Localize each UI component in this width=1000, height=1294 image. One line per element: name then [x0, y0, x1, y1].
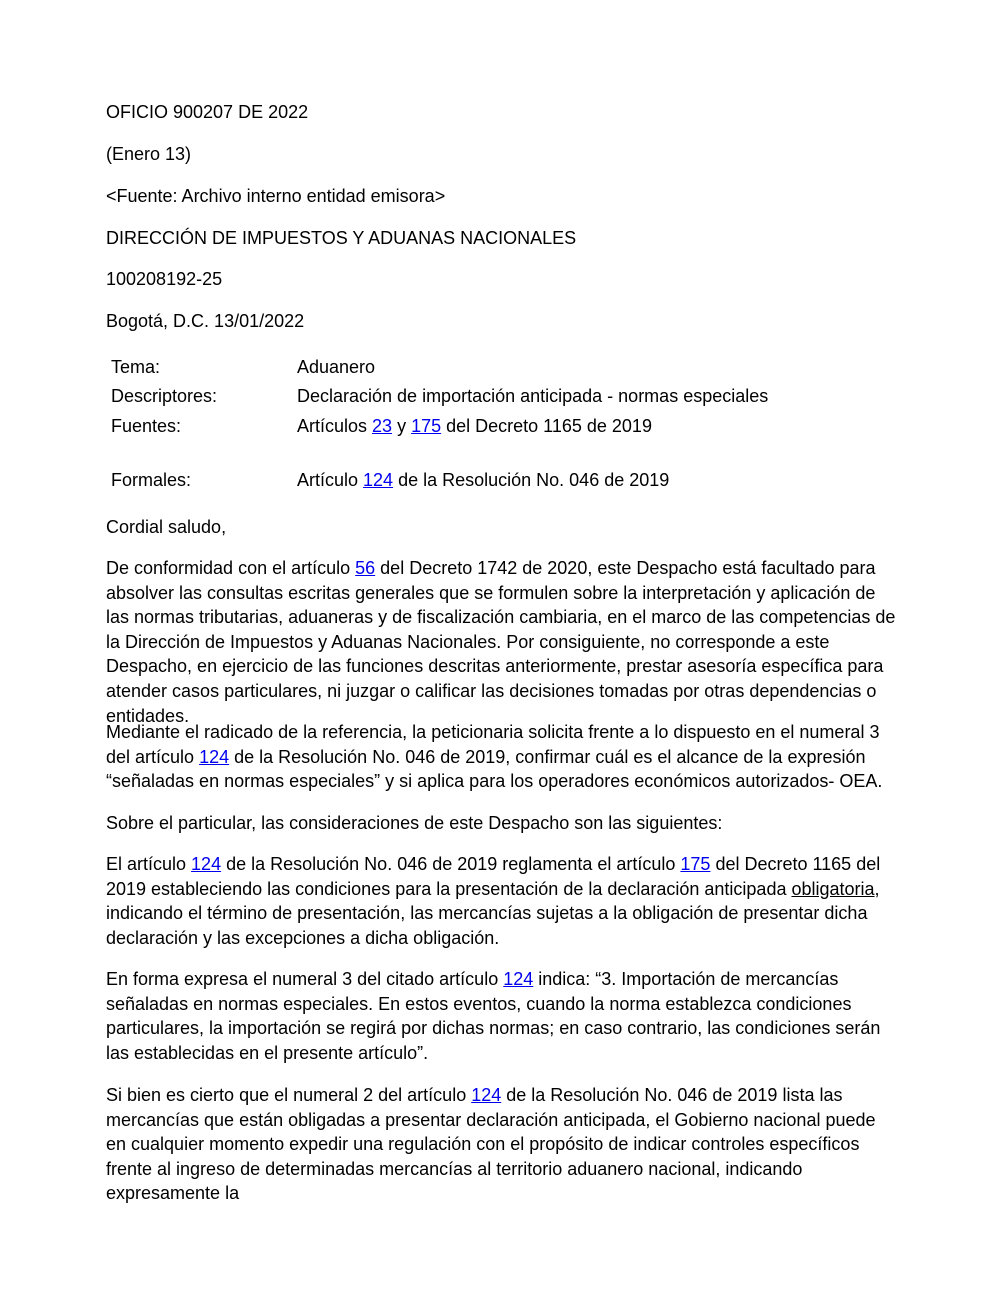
p4-text-pre: El artículo: [106, 854, 192, 874]
document-source: <Fuente: Archivo interno entidad emisora>: [106, 186, 446, 206]
article-124-link[interactable]: 124: [191, 854, 222, 874]
article-124-link[interactable]: 124: [363, 470, 394, 490]
p1-text-pre: De conformidad con el artículo: [106, 558, 356, 578]
article-124-link[interactable]: 124: [471, 1085, 502, 1105]
place-date: Bogotá, D.C. 13/01/2022: [106, 311, 305, 331]
paragraph-4: [106, 852, 896, 950]
p4-text-post: , indicando el término de presentación, las mercancías sujetas a la obligación de presentar dicha declaración y las excepciones a dicha obligación.: [106, 878, 880, 948]
p2-text-pre: Mediante el radicado de la referencia, la peticionaria solicita frente a lo dispuesto en el numeral 3 del artículo: [106, 722, 880, 767]
issuing-entity: DIRECCIÓN DE IMPUESTOS Y ADUANAS NACIONALES: [106, 228, 577, 248]
paragraph-1: [106, 556, 896, 728]
formales-label: Formales:: [111, 470, 192, 490]
p5-text-post: indica: “3. Importación de mercancías señaladas en normas especiales. En estos eventos, cuando la norma establezca condiciones particulares, la importación se regirá por dichas normas; en caso contrario, las condiciones serán las establecidas en el presente artículo”.: [106, 969, 881, 1063]
article-175-link[interactable]: 175: [411, 416, 442, 436]
reference-number: 100208192-25: [106, 269, 223, 289]
underlined-term: obligatoria: [791, 878, 875, 899]
fuentes-text-mid: y: [392, 416, 412, 436]
p5-text-pre: En forma expresa el numeral 3 del citado artículo: [106, 969, 504, 989]
fuentes-text-pre: Artículos: [297, 416, 373, 436]
document-date: (Enero 13): [106, 144, 192, 164]
p6-text-pre: Si bien es cierto que el numeral 2 del artículo: [106, 1085, 472, 1105]
fuentes-label: Fuentes:: [111, 416, 182, 436]
document-title: OFICIO 900207 DE 2022: [106, 102, 309, 122]
article-56-link[interactable]: 56: [355, 558, 376, 578]
fuentes-text-post: del Decreto 1165 de 2019: [441, 416, 652, 436]
article-124-link[interactable]: 124: [199, 746, 230, 767]
paragraph-2: [106, 720, 896, 794]
p6-text-post: de la Resolución No. 046 de 2019 lista las mercancías que están obligadas a presentar declaración anticipada, el Gobierno nacional puede en cualquier momento expedir una regulación con el propósito de indicar controles específicos frente al ingreso de determinadas mercancías al territorio aduanero nacional, indicando expresamente la: [106, 1085, 876, 1204]
paragraph-3: Sobre el particular, las consideraciones de este Despacho son las siguientes:: [106, 813, 723, 833]
p4-text-mid2: del Decreto 1165 del 2019 estableciendo las condiciones para la presentación de la declaración anticipada: [106, 854, 881, 899]
p1-text-post: del Decreto 1742 de 2020, este Despacho está facultado para absolver las consultas escritas generales que se formulen sobre la interpretación y aplicación de las normas tributarias, aduaneras y de fiscalización cambiaria, en el marco de las competencias de la Dirección de Impuestos y Aduanas Nacionales. Por consiguiente, no corresponde a este Despacho, en ejercicio de las funciones descritas anteriormente, prestar asesoría específica para atender casos particulares, ni juzgar o calificar las decisiones tomadas por otras dependencias o entidades.: [106, 558, 896, 726]
fuentes-value: [297, 415, 652, 437]
descriptores-label: Descriptores:: [111, 386, 218, 406]
article-175-link[interactable]: 175: [680, 854, 711, 874]
p2-text-post: de la Resolución No. 046 de 2019, confirmar cuál es el alcance de la expresión “señaladas en normas especiales” y si aplica para los operadores económicos autorizados- OEA.: [106, 746, 883, 792]
greeting: Cordial saludo,: [106, 517, 227, 537]
article-23-link[interactable]: 23: [372, 416, 393, 436]
descriptores-value: Declaración de importación anticipada - normas especiales: [297, 386, 769, 406]
paragraph-5: [106, 967, 896, 1065]
formales-text-pre: Artículo: [297, 470, 364, 490]
formales-text-post: de la Resolución No. 046 de 2019: [393, 470, 670, 490]
paragraph-6: [106, 1083, 896, 1206]
tema-label: Tema:: [111, 357, 161, 377]
formales-value: [297, 469, 669, 491]
p4-text-mid: de la Resolución No. 046 de 2019 reglamenta el artículo: [221, 854, 681, 874]
tema-value: Aduanero: [297, 357, 376, 377]
article-124-link[interactable]: 124: [503, 969, 534, 989]
